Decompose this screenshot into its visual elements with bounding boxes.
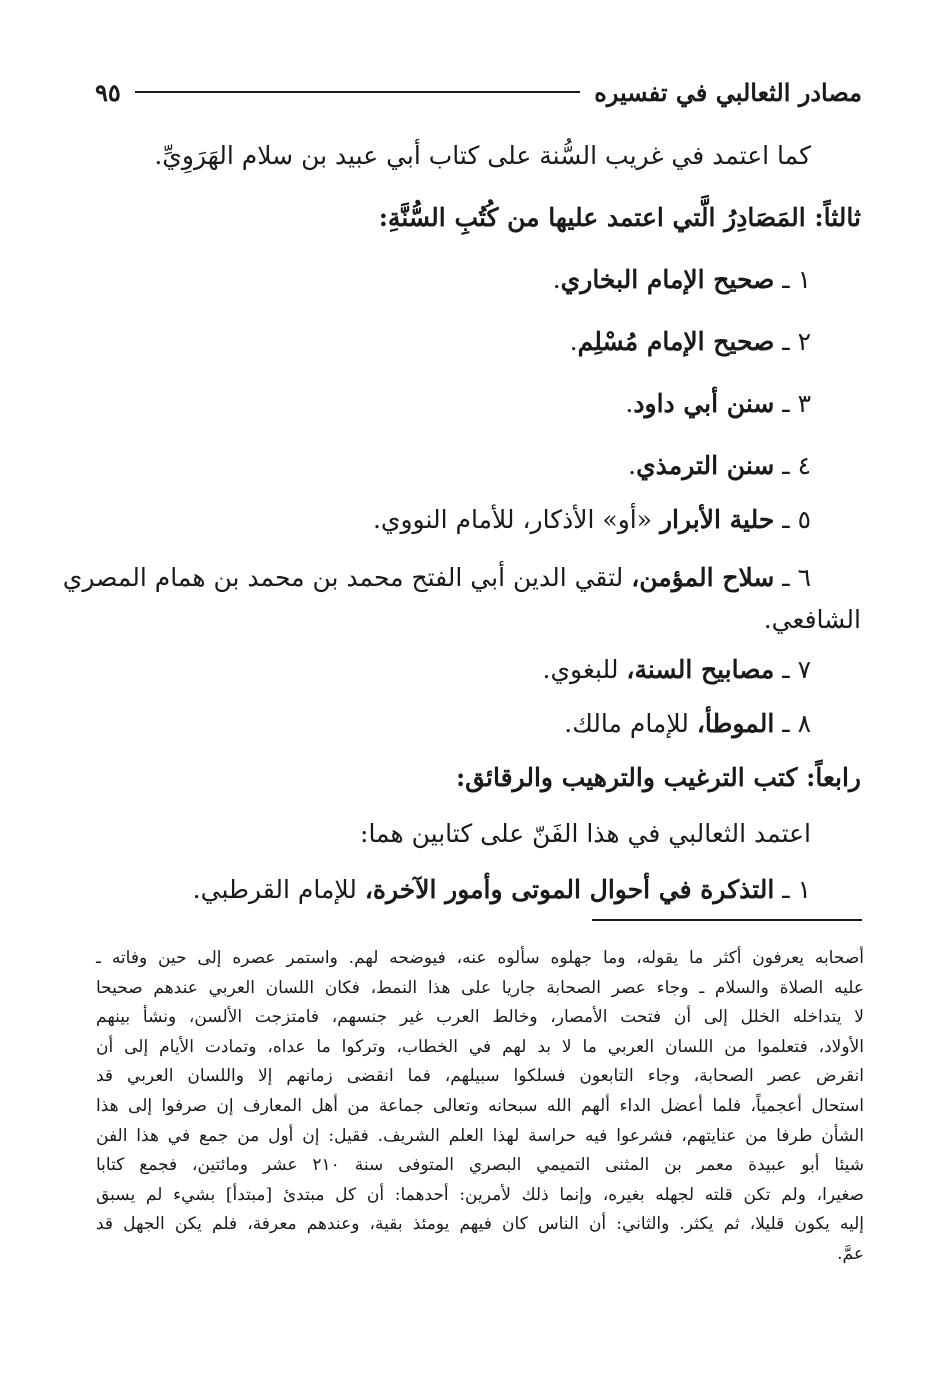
item-rest: .: [569, 327, 578, 356]
item-rest: .: [552, 265, 561, 294]
hadith-book-item: [543, 648, 811, 692]
book-title: سنن أبي داود: [633, 389, 775, 418]
section-heading-third: ثالثاً: المَصَادِرُ الَّتي اعتمد عليها من كُتُبِ السُّنَّةِ:: [378, 203, 861, 232]
item-number: ١ ـ: [782, 265, 811, 294]
footnote: [96, 944, 864, 1270]
section-heading-fourth: رابعاً: كتب الترغيب والترهيب والرقائق:: [455, 763, 861, 792]
hadith-book-item: [628, 444, 811, 488]
item-number: ٤ ـ: [782, 451, 811, 480]
footnote-line: لا يتداخله الخلل إلى أن فتحت الأمصار، وخالط العرب غير جنسهم، فامتزجت الألسن، ونشأ بينهم: [96, 1007, 864, 1028]
footnote-line: الشأن طرفا من عنايتهم، فشرعوا فيه حراسة لهذا العلم الشريف. فقيل: إن أول من جمع في هذا الفن: [96, 1125, 864, 1146]
footnote-line: عليه الصلاة والسلام ـ وجاء عصر الصحابة جاريا على هذا النمط، فكان اللسان العربي عندهم صحيحا: [96, 977, 864, 998]
item-number: ٥ ـ: [782, 505, 811, 534]
item-number: ٦ ـ: [782, 563, 811, 592]
item-rest: للإمام مالك.: [564, 709, 689, 738]
item-number: ٨ ـ: [782, 709, 811, 738]
item-rest: للإمام القرطبي.: [192, 875, 357, 904]
book-title: صحيح الإمام مُسْلِم: [577, 327, 775, 356]
book-title: التذكرة في أحوال الموتى وأمور الآخرة،: [364, 875, 775, 904]
hadith-book-item: [564, 702, 811, 746]
page-header: [95, 72, 862, 112]
hadith-book-item: [625, 382, 811, 426]
book-title: سلاح المؤمن،: [631, 563, 775, 592]
header-rule: [135, 91, 580, 93]
item-number: ٢ ـ: [782, 327, 811, 356]
hadith-book-item: [373, 498, 811, 542]
footnote-line: أصحابه يعرفون أكثر ما يقوله، وما جهلوه سألوه عنه، فيوضحه لهم. واستمر عصره إلى حين وفاته ـ: [96, 948, 864, 968]
hadith-book-item: [62, 556, 811, 600]
footnote-line: عمَّ.: [837, 1243, 864, 1264]
page-number: ٩٥: [95, 77, 121, 107]
item-rest: لتقي الدين أبي الفتح محمد بن محمد بن همام المصري: [62, 563, 624, 592]
hadith-book-item: [553, 258, 811, 302]
book-title: صحيح الإمام البخاري: [560, 265, 775, 294]
fourth-intro: اعتمد الثعالبي في هذا الفَنّ على كتابين هما:: [360, 819, 811, 848]
running-title: مصادر الثعالبي في تفسيره: [594, 77, 862, 107]
footnote-line: شيئا أبو عبيدة معمر بن المثنى التميمي البصري المتوفى سنة ٢١٠ عشر ومائتين، فجمع كتابا: [96, 1155, 864, 1176]
book-title: حلية الأبرار: [659, 505, 775, 534]
raqaiq-book-item: [193, 868, 811, 912]
item-number: ٧ ـ: [782, 655, 811, 684]
item-rest: للبغوي.: [542, 655, 619, 684]
item-rest: .: [628, 451, 637, 480]
footnote-line: صغيرا، ولم تكن قلته لجهله بغيره، وإنما ذلك لأمرين: أحدهما: أن كل مبتدئ [مبتدأ] بشيء لم يسبق: [96, 1184, 864, 1205]
hadith-book-continuation: الشافعي.: [763, 605, 861, 634]
book-title: مصابيح السنة،: [626, 655, 775, 684]
footnote-line: انقرض عصر الصحابة، وجاء التابعون فسلكوا سبيلهم، فما انقضى زمانهم إلا واللسان العربي قد: [96, 1066, 864, 1087]
footnote-line: الأولاد، فتعلموا من اللسان العربي ما لا بد لهم في الخطاب، وتركوا ما عداه، وتمادت الأيام إلى أن: [96, 1036, 864, 1057]
book-title: الموطأ،: [696, 709, 775, 738]
intro-paragraph: كما اعتمد في غريب السُّنة على كتاب أبي عبيد بن سلام الهَرَوِيِّ.: [154, 141, 811, 170]
footnote-line: إليه يكون قليلا، ثم يكثر. والثاني: أن الناس كان فيهم يومئذ بقية، وعندهم معرفة، فلم يكن الجهل قد: [96, 1214, 864, 1235]
hadith-book-item: [570, 320, 811, 364]
item-rest: «أو» الأذكار، للأمام النووي.: [372, 505, 653, 534]
item-rest: .: [625, 389, 634, 418]
item-number: ١ ـ: [782, 875, 811, 904]
item-number: ٣ ـ: [782, 389, 811, 418]
footnote-line: استحال أعجمياً، فلما أعضل الداء ألهم الله سبحانه وتعالى جماعة من أهل المعارف إن صرفوا إلى هذا: [96, 1095, 864, 1116]
book-title: سنن الترمذي: [636, 451, 775, 480]
footnote-separator: [592, 919, 862, 921]
